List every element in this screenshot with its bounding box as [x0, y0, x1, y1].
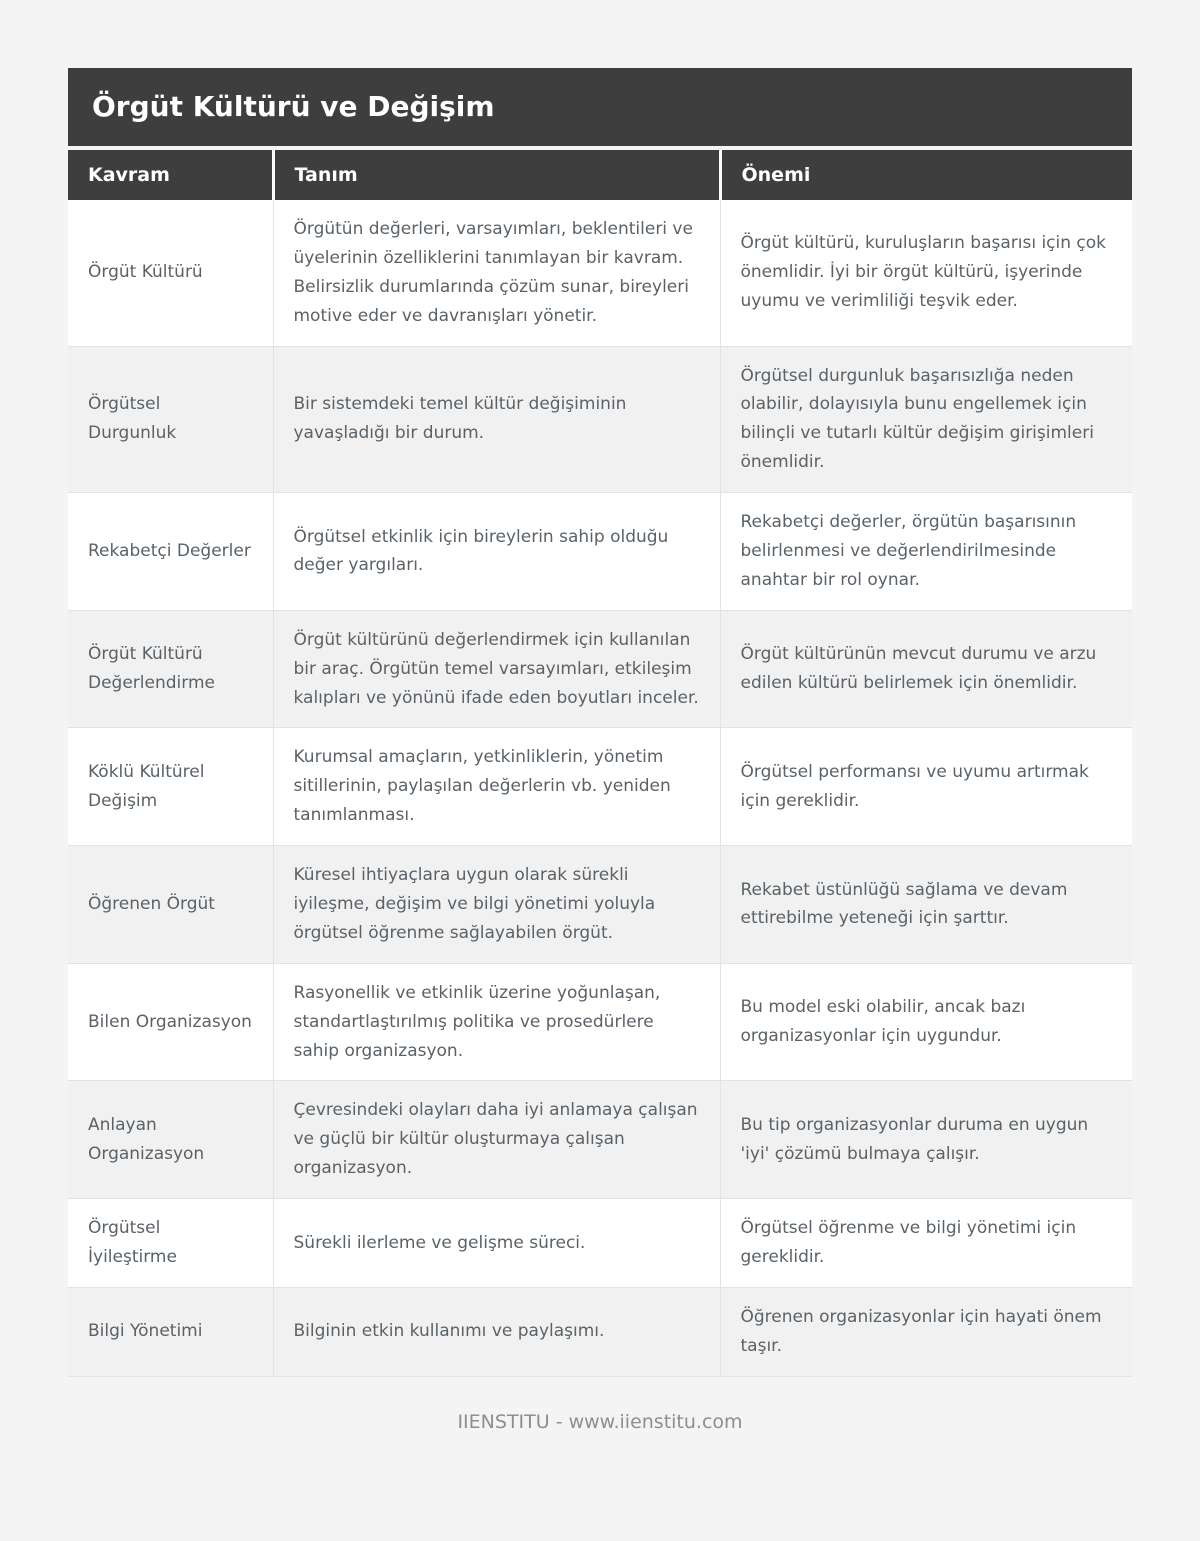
concept-cell: Örgüt Kültürü Değerlendirme	[68, 610, 273, 728]
concepts-table	[68, 150, 1132, 1377]
table-row	[68, 1081, 1132, 1199]
concept-cell: Örgütsel Durgunluk	[68, 346, 273, 493]
importance-cell: Bu model eski olabilir, ancak bazı organizasyonlar için uygundur.	[720, 963, 1132, 1081]
definition-cell: Örgüt kültürünü değerlendirmek için kullanılan bir araç. Örgütün temel varsayımları, etkileşim kalıpları ve yönünü ifade eden boyutları inceler.	[273, 610, 720, 728]
definition-cell: Küresel ihtiyaçlara uygun olarak sürekli iyileşme, değişim ve bilgi yönetimi yoluyla örgütsel öğrenme sağlayabilen örgüt.	[273, 846, 720, 964]
concept-cell: Anlayan Organizasyon	[68, 1081, 273, 1199]
table-row	[68, 846, 1132, 964]
importance-cell: Örgüt kültürü, kuruluşların başarısı için çok önemlidir. İyi bir örgüt kültürü, işyerinde uyumu ve verimliliği teşvik eder.	[720, 200, 1132, 346]
concept-cell: Bilgi Yönetimi	[68, 1287, 273, 1376]
table-row	[68, 610, 1132, 728]
importance-cell: Bu tip organizasyonlar duruma en uygun 'iyi' çözümü bulmaya çalışır.	[720, 1081, 1132, 1199]
table-row	[68, 728, 1132, 846]
column-header-tanim: Tanım	[273, 150, 720, 200]
header-row	[68, 150, 1132, 200]
definition-cell: Sürekli ilerleme ve gelişme süreci.	[273, 1199, 720, 1288]
definition-cell: Kurumsal amaçların, yetkinliklerin, yönetim sitillerinin, paylaşılan değerlerin vb. yeniden tanımlanması.	[273, 728, 720, 846]
importance-cell: Örgütsel durgunluk başarısızlığa neden olabilir, dolayısıyla bunu engellemek için bilinçli ve tutarlı kültür değişim girişimleri önemlidir.	[720, 346, 1132, 493]
concept-cell: Köklü Kültürel Değişim	[68, 728, 273, 846]
page-container	[68, 0, 1132, 1493]
definition-cell: Bir sistemdeki temel kültür değişiminin yavaşladığı bir durum.	[273, 346, 720, 493]
table-row	[68, 1199, 1132, 1288]
definition-cell: Örgütsel etkinlik için bireylerin sahip olduğu değer yargıları.	[273, 493, 720, 611]
definition-cell: Rasyonellik ve etkinlik üzerine yoğunlaşan, standartlaştırılmış politika ve prosedürlere sahip organizasyon.	[273, 963, 720, 1081]
column-header-onemi: Önemi	[720, 150, 1132, 200]
concept-cell: Örgüt Kültürü	[68, 200, 273, 346]
concept-cell: Bilen Organizasyon	[68, 963, 273, 1081]
importance-cell: Öğrenen organizasyonlar için hayati önem taşır.	[720, 1287, 1132, 1376]
table-row	[68, 346, 1132, 493]
table-row	[68, 963, 1132, 1081]
concept-cell: Örgütsel İyileştirme	[68, 1199, 273, 1288]
importance-cell: Örgütsel öğrenme ve bilgi yönetimi için gereklidir.	[720, 1199, 1132, 1288]
importance-cell: Örgüt kültürünün mevcut durumu ve arzu edilen kültürü belirlemek için önemlidir.	[720, 610, 1132, 728]
concept-cell: Öğrenen Örgüt	[68, 846, 273, 964]
definition-cell: Bilginin etkin kullanımı ve paylaşımı.	[273, 1287, 720, 1376]
table-header	[68, 150, 1132, 200]
table-row	[68, 493, 1132, 611]
column-header-kavram: Kavram	[68, 150, 273, 200]
importance-cell: Rekabetçi değerler, örgütün başarısının belirlenmesi ve değerlendirilmesinde anahtar bir rol oynar.	[720, 493, 1132, 611]
table-body	[68, 200, 1132, 1376]
definition-cell: Çevresindeki olayları daha iyi anlamaya çalışan ve güçlü bir kültür oluşturmaya çalışan organizasyon.	[273, 1081, 720, 1199]
importance-cell: Örgütsel performansı ve uyumu artırmak için gereklidir.	[720, 728, 1132, 846]
table-row	[68, 200, 1132, 346]
importance-cell: Rekabet üstünlüğü sağlama ve devam ettirebilme yeteneği için şarttır.	[720, 846, 1132, 964]
footer-text: IIENSTITU - www.iienstitu.com	[457, 1410, 743, 1433]
page-title: Örgüt Kültürü ve Değişim	[68, 68, 1132, 146]
table-row	[68, 1287, 1132, 1376]
definition-cell: Örgütün değerleri, varsayımları, beklentileri ve üyelerinin özelliklerini tanımlayan bir kavram. Belirsizlik durumlarında çözüm sunar, bireyleri motive eder ve davranışları yönetir.	[273, 200, 720, 346]
concept-cell: Rekabetçi Değerler	[68, 493, 273, 611]
